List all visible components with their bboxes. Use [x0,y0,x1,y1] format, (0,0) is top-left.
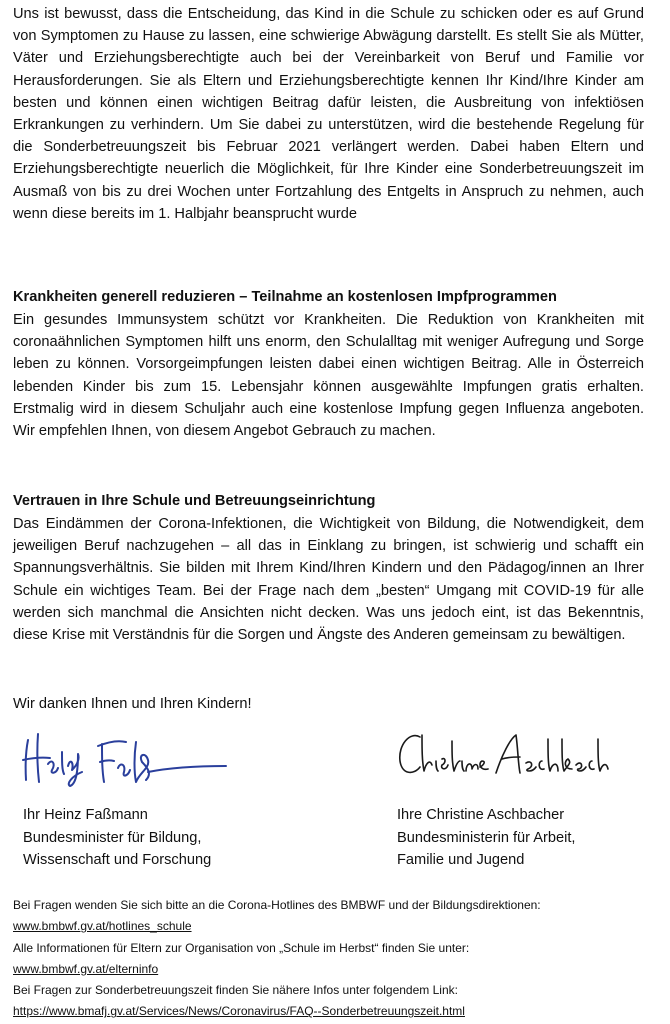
vaccination-heading: Krankheiten generell reduzieren – Teilnahme an kostenlosen Impfprogrammen [13,289,557,305]
footer-hotline-text: Bei Fragen wenden Sie sich bitte an die Corona-Hotlines des BMBWF und der Bildungsdirektionen: [13,898,541,912]
signatory-left-title-2: Wissenschaft und Forschung [23,852,212,869]
footer-care-text: Bei Fragen zur Sonderbetreuungszeit finden Sie nähere Infos unter folgendem Link: [13,983,458,998]
vaccination-paragraph: Ein gesundes Immunsystem schützt vor Krankheiten. Die Reduktion von Krankheiten mit coronaähnlichen Symptomen hilft uns enorm, den Schulalltag mit weniger Aufregung und Sorge leben zu können. Vorsorgeimpfungen leisten dabei einen wichtigen Beitrag. Alle in Österreich lebenden Kinder bis zum 15. Lebensjahr können ausgewählte Impfungen gratis erhalten. Erstmalig wird in diesem Schuljahr auch eine kostenlose Impfung gegen Influenza angeboten. Wir empfehlen Ihnen, von diesem Angebot Gebrauch zu machen. [13,312,644,440]
signatory-right-title-2: Familie und Jugend [397,852,525,869]
hotline-link[interactable]: www.bmbwf.gv.at/hotlines_schule [13,919,192,934]
signatory-left [23,804,211,872]
sonderbetreuungszeit-link[interactable]: https://www.bmafj.gv.at/Services/News/Coronavirus/FAQ--Sonderbetreuungszeit.html [13,1004,465,1019]
footer-contacts [13,895,653,1023]
signatory-left-name: Ihr Heinz Faßmann [23,807,148,823]
elterninfo-link[interactable]: www.bmbwf.gv.at/elterninfo [13,961,159,976]
signature-fassmann [20,728,230,788]
intro-paragraph: Uns ist bewusst, dass die Entscheidung, das Kind in die Schule zu schicken oder es auf Grund von Symptomen zu Hause zu lassen, eine schwierige Abwägung darstellt. Es stellt Sie als Mütter, Väter und Erziehungsberechtigte auch bei der Vereinbarkeit von Beruf und Familie vor Herausforderungen. Sie als Eltern und Erziehungsberechtigte kennen Ihr Kind/Ihre Kinder am besten und können einen wichtigen Beitrag dafür leisten, die Ausbreitung von infektiösen Erkrankungen zu verhindern. Um Sie dabei zu unterstützen, wird die bestehende Regelung für die Sonderbetreuungszeit bis Februar 2021 verlängert werden. Dabei haben Eltern und Erziehungsberechtigte neuerlich die Möglichkeit, für Ihre Kinder eine Sonderbetreuungszeit im Ausmaß von bis zu drei Wochen unter Fortzahlung des Entgelts in Anspruch zu nehmen, auch wenn diese bereits im 1. Halbjahr beansprucht wurde [13,6,644,222]
signature-aschbacher [392,725,612,785]
trust-paragraph: Das Eindämmen der Corona-Infektionen, die Wichtigkeit von Bildung, die Notwendigkeit, dem jeweiligen Beruf nachzugehen – all das in Einklang zu bringen, ist schwierig und schafft ein Spannungsverhältnis. Sie bilden mit Ihrem Kind/Ihren Kindern und den Pädagog/innen an Ihrer Schule ein wichtiges Team. Bei der Frage nach dem „besten“ Umgang mit COVID-19 für alle werden sich manchmal die Ansichten nicht decken. Was uns jedoch eint, ist das Bekenntnis, diese Krise mit Verständnis für die Sorgen und Ängste des Anderen gemeinsam zu bewältigen. [13,516,644,644]
signatory-right-title: Bundesministerin für Arbeit, [397,829,576,846]
signatory-right [397,804,575,872]
closing-thanks: Wir danken Ihnen und Ihren Kindern! [13,696,252,712]
footer-info-text: Alle Informationen für Eltern zur Organisation von „Schule im Herbst“ finden Sie unter: [13,940,470,955]
signatory-left-title: Bundesminister für Bildung, [23,829,202,846]
trust-heading: Vertrauen in Ihre Schule und Betreuungseinrichtung [13,493,376,509]
signatory-right-name: Ihre Christine Aschbacher [397,807,565,823]
